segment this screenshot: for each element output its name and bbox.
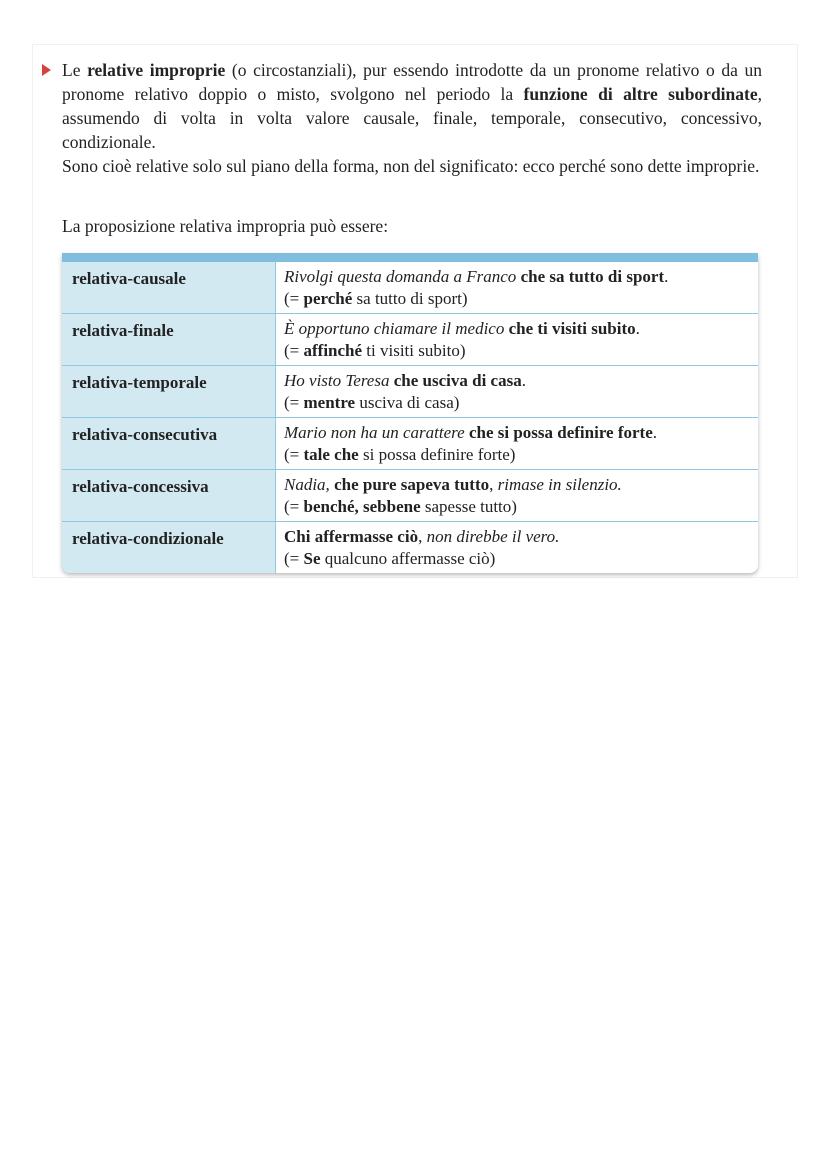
- text-run: (=: [284, 393, 304, 412]
- text-run: sapesse tutto): [420, 497, 517, 516]
- table-row: [62, 366, 758, 418]
- table-row: [62, 470, 758, 522]
- example-sentence: [284, 422, 750, 444]
- example-paraphrase: [284, 340, 750, 362]
- text-run: Le: [62, 60, 88, 80]
- text-run: benché, sebbene: [303, 497, 421, 516]
- example-cell: [276, 262, 758, 313]
- text-run: Se: [303, 549, 321, 568]
- example-paraphrase: [284, 496, 750, 518]
- text-run: .: [521, 371, 526, 390]
- example-paraphrase: [284, 444, 750, 466]
- text-run: che pure sapeva tutto: [334, 475, 490, 494]
- text-run: funzione di altre subordinate: [523, 84, 758, 104]
- text-run: .: [664, 267, 669, 286]
- example-cell: [276, 314, 758, 365]
- example-cell: [276, 418, 758, 469]
- text-run: Ho visto Teresa: [284, 371, 390, 390]
- table-row: [62, 262, 758, 314]
- relative-clauses-table: [62, 253, 758, 573]
- text-run: non direbbe il vero.: [426, 527, 560, 546]
- text-run: ,: [418, 527, 427, 546]
- table-body: [62, 262, 758, 573]
- text-run: si possa definire forte): [358, 445, 516, 464]
- text-run: che ti visiti subito: [508, 319, 636, 338]
- text-run: Nadia,: [284, 475, 335, 494]
- explanation-block: [62, 58, 762, 178]
- triangle-bullet-icon: [42, 64, 51, 76]
- example-cell: [276, 470, 758, 521]
- text-run: (=: [284, 549, 304, 568]
- text-run: mentre: [303, 393, 356, 412]
- explanation-paragraph: [62, 58, 762, 154]
- text-run: relative improprie: [87, 60, 226, 80]
- text-run: sa tutto di sport): [352, 289, 468, 308]
- explanation-paragraph-2: [62, 154, 762, 178]
- clause-type-label: relativa-condizionale: [62, 522, 276, 573]
- text-run: qualcuno affermasse ciò): [320, 549, 496, 568]
- example-sentence: [284, 318, 750, 340]
- example-cell: [276, 522, 758, 573]
- clause-type-label: relativa-consecutiva: [62, 418, 276, 469]
- text-run: (=: [284, 497, 304, 516]
- example-cell: [276, 366, 758, 417]
- text-run: .: [635, 319, 640, 338]
- text-run: perché: [303, 289, 353, 308]
- clause-type-label: relativa-temporale: [62, 366, 276, 417]
- example-paraphrase: [284, 548, 750, 570]
- table-row: [62, 522, 758, 573]
- text-run: .: [652, 423, 658, 442]
- text-run: che sa tutto di sport: [520, 267, 665, 286]
- text-run: Rivolgi questa domanda a Franco: [284, 267, 517, 286]
- text-run: (=: [284, 341, 304, 360]
- text-run: usciva di casa): [355, 393, 460, 412]
- table-header-bar: [62, 253, 758, 262]
- example-sentence: [284, 266, 750, 288]
- text-run: tale che: [303, 445, 359, 464]
- table-intro: La proposizione relativa impropria può essere:: [62, 216, 389, 236]
- clause-type-label: relativa-finale: [62, 314, 276, 365]
- text-run: che usciva di casa: [393, 371, 522, 390]
- text-run: affinché: [303, 341, 363, 360]
- text-run: che si possa definire forte: [468, 423, 653, 442]
- text-run: ,: [489, 475, 498, 494]
- table-row: [62, 314, 758, 366]
- text-run: Sono cioè relative solo sul piano della forma, non del significato: ecco perché sono dette improprie.: [62, 156, 760, 176]
- text-run: ti visiti subito): [362, 341, 466, 360]
- text-run: rimase in silenzio.: [497, 475, 622, 494]
- example-sentence: [284, 474, 750, 496]
- clause-type-label: relativa-concessiva: [62, 470, 276, 521]
- example-sentence: [284, 526, 750, 548]
- text-run: Chi affermasse ciò: [284, 527, 419, 546]
- example-sentence: [284, 370, 750, 392]
- clause-type-label: relativa-causale: [62, 262, 276, 313]
- text-run: (=: [284, 445, 304, 464]
- table-row: [62, 418, 758, 470]
- text-run: Mario non ha un carattere: [284, 423, 465, 442]
- example-paraphrase: [284, 288, 750, 310]
- text-run: (o circostanziali), pur essendo introdotte da un pronome relativo o da un pronome relativo doppio o misto, svolgono nel periodo la: [62, 60, 762, 104]
- example-paraphrase: [284, 392, 750, 414]
- text-run: (=: [284, 289, 304, 308]
- text-run: È opportuno chiamare il medico: [284, 319, 505, 338]
- text-run: , assumendo di volta in volta valore causale, finale, temporale, consecutivo, concessivo, condizionale.: [62, 84, 762, 152]
